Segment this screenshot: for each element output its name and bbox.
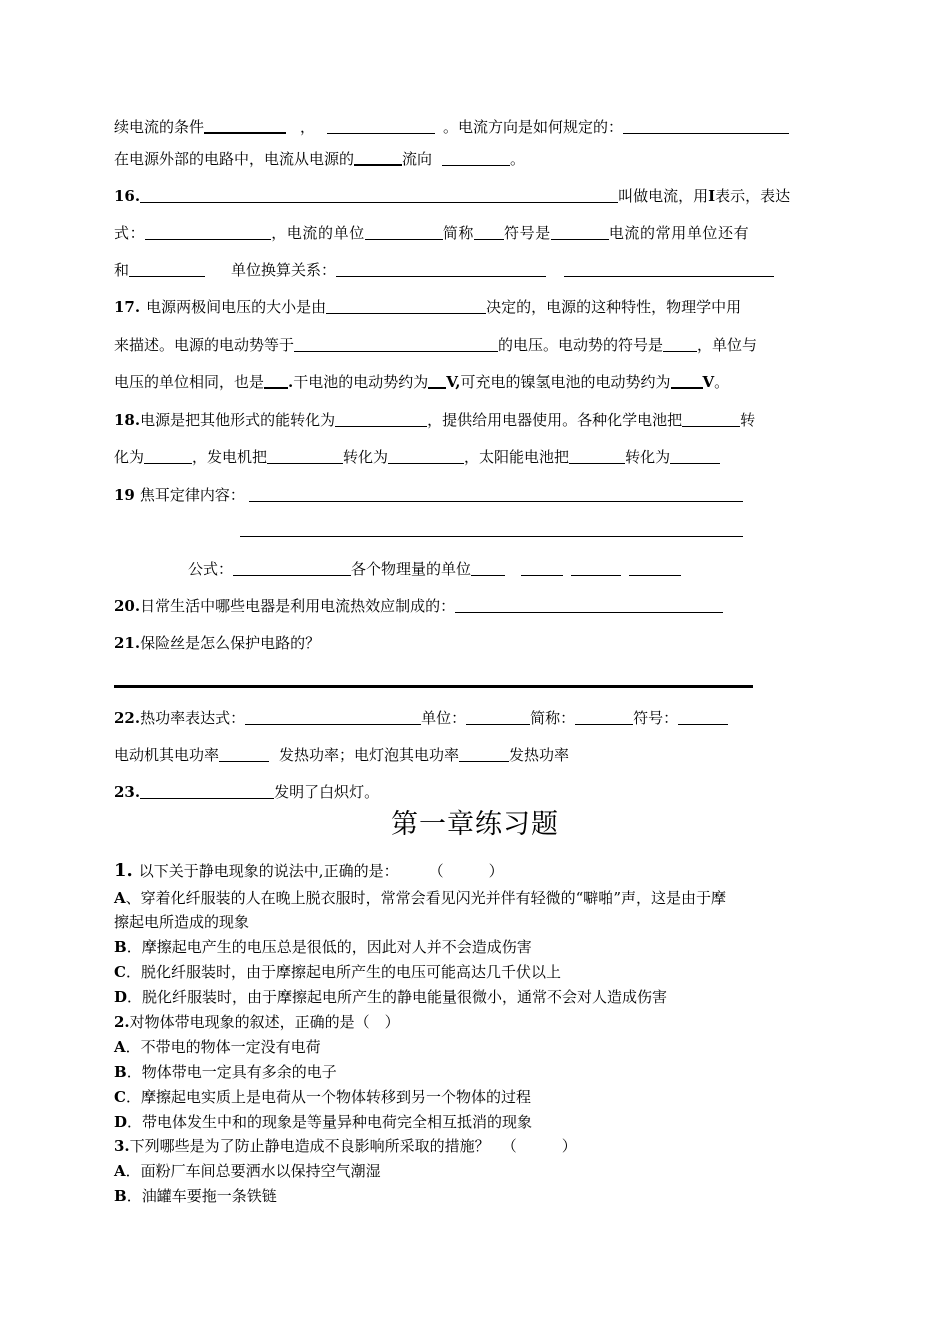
question-number: 22. — [114, 709, 141, 727]
text: 可充电的镍氢电池的电动势约为 — [460, 373, 671, 391]
text: 来描述。电源的电动势等于 — [114, 336, 295, 354]
blank[interactable] — [327, 119, 435, 134]
exercise-2-option-a[interactable] — [114, 1037, 321, 1057]
exercise-1-stem — [114, 861, 504, 881]
option-text: ．带电体发生中和的现象是等量异种电荷完全相互抵消的现象 — [127, 1113, 533, 1131]
option-text: ．不带电的物体一定没有电荷 — [125, 1038, 321, 1056]
line-current-unit — [114, 223, 749, 243]
text: 符号： — [633, 709, 679, 727]
text: 下列哪些是为了防止静电造成不良影响所采取的措施？ — [129, 1137, 490, 1155]
question-number: 20. — [114, 597, 141, 615]
option-text: ．摩擦起电实质上是电荷从一个物体转移到另一个物体的过程 — [125, 1088, 531, 1106]
text: 叫做电流，用 — [618, 187, 709, 205]
option-text: ．脱化纤服装时，由于摩擦起电所产生的静电能量很微小，通常不会对人造成伤害 — [127, 988, 668, 1006]
question-number: 1. — [114, 860, 133, 881]
blank[interactable] — [629, 561, 681, 576]
question-20 — [114, 596, 723, 616]
option-text: 、穿着化纤服装的人在晚上脱衣服时，常常会看见闪光并伴有轻微的“噼啪”声，这是由于摩 — [125, 889, 726, 907]
blank[interactable] — [459, 747, 509, 762]
text: 公式： — [188, 560, 234, 578]
question-22 — [114, 708, 728, 728]
blank[interactable] — [144, 449, 192, 464]
option-letter: B — [114, 1063, 127, 1081]
text: 保险丝是怎么保护电路的？ — [140, 634, 321, 652]
option-text: ．面粉厂车间总要洒水以保持空气潮湿 — [125, 1162, 381, 1180]
blank[interactable] — [682, 412, 740, 427]
exercise-3-option-b[interactable] — [114, 1186, 277, 1206]
blank[interactable] — [294, 337, 498, 352]
text: 发热功率 — [509, 746, 570, 764]
blank[interactable] — [428, 373, 446, 389]
blank[interactable] — [575, 710, 633, 725]
answer-paren[interactable]: （ ） — [428, 862, 504, 880]
exercise-2-option-c[interactable] — [114, 1087, 531, 1107]
question-18 — [114, 410, 755, 430]
exercise-1-option-c[interactable] — [114, 962, 561, 982]
line-battery-emf — [114, 372, 729, 392]
text: 电源两极间电压的大小是由 — [146, 298, 327, 316]
option-text: ．脱化纤服装时，由于摩擦起电所产生的电压可能高达几千伏以上 — [125, 963, 561, 981]
section-title: 第一章练习题 — [391, 809, 559, 840]
text: 焦耳定律内容： — [139, 486, 245, 504]
blank[interactable] — [671, 373, 703, 389]
exercise-2-option-d[interactable] — [114, 1112, 532, 1132]
line-current-direction — [114, 149, 525, 169]
exercise-3-option-a[interactable] — [114, 1161, 381, 1181]
option-letter: A — [114, 1162, 126, 1180]
text: 简称 — [442, 224, 475, 242]
exercise-2-stem — [114, 1012, 400, 1032]
text: 续电流的条件 — [114, 118, 205, 136]
line-formula — [188, 559, 681, 579]
blank[interactable] — [336, 262, 546, 277]
blank[interactable] — [140, 784, 274, 799]
text: 符号是 — [504, 224, 551, 242]
text: 各个物理量的单位 — [351, 560, 472, 578]
option-letter: C — [114, 963, 126, 981]
blank[interactable] — [670, 449, 720, 464]
text: 简称： — [530, 709, 576, 727]
text: 电动机其电功率 — [114, 746, 220, 764]
question-number: 16. — [114, 187, 141, 205]
option-text: ．物体带电一定具有多余的电子 — [126, 1063, 337, 1081]
blank[interactable] — [663, 337, 697, 352]
exercise-1-option-b[interactable] — [114, 937, 532, 957]
blank[interactable] — [678, 710, 728, 725]
option-letter: C — [114, 1088, 126, 1106]
text: 发热功率；电灯泡其电功率 — [279, 746, 460, 764]
question-number: 2. — [114, 1013, 130, 1031]
blank[interactable] — [233, 561, 351, 576]
blank[interactable] — [551, 225, 609, 240]
question-number: 18. — [114, 411, 141, 429]
symbol: I — [708, 187, 716, 205]
text: 式： — [114, 224, 146, 242]
text: 热功率表达式： — [140, 709, 246, 727]
blank[interactable] — [204, 118, 286, 134]
blank[interactable] — [569, 449, 625, 464]
text: 电压的单位相同，也是 — [114, 373, 265, 391]
text: 和 — [114, 261, 130, 279]
text: 转化为 — [625, 448, 671, 466]
blank[interactable] — [455, 598, 723, 613]
exercise-3-stem — [114, 1136, 577, 1156]
blank[interactable] — [466, 710, 530, 725]
exercise-1-option-d[interactable] — [114, 987, 667, 1007]
blank[interactable] — [474, 225, 504, 240]
text: 对物体带电现象的叙述，正确的是（ ） — [129, 1013, 400, 1031]
blank[interactable] — [249, 487, 743, 502]
text: ， — [300, 118, 316, 136]
text: 单位： — [421, 709, 467, 727]
unit: V, — [446, 373, 461, 391]
text: 转 — [740, 411, 756, 429]
blank[interactable] — [623, 119, 789, 134]
option-text: ．油罐车要拖一条铁链 — [126, 1187, 277, 1205]
option-letter: B — [114, 1187, 127, 1205]
line-current-condition — [114, 117, 789, 137]
option-text: ．摩擦起电产生的电压总是很低的，因此对人并不会造成伤害 — [126, 938, 532, 956]
text: 电流的常用单位还有 — [608, 224, 750, 242]
question-21 — [114, 633, 320, 653]
text: 。 — [714, 373, 730, 391]
blank[interactable] — [471, 561, 505, 576]
exercise-2-option-b[interactable] — [114, 1062, 337, 1082]
blank[interactable] — [521, 561, 563, 576]
text: 日常生活中哪些电器是利用电流热效应制成的： — [140, 597, 456, 615]
line-energy-conversion — [114, 447, 720, 467]
option-letter: D — [114, 988, 128, 1006]
blank[interactable] — [267, 449, 343, 464]
text: 发明了白炽灯。 — [274, 783, 380, 801]
blank[interactable] — [354, 150, 402, 166]
text: 在电源外部的电路中，电流从电源的 — [114, 150, 355, 168]
question-17 — [114, 297, 741, 317]
blank[interactable] — [264, 373, 288, 389]
answer-line[interactable] — [240, 536, 743, 537]
text: ，单位与 — [697, 336, 758, 354]
text: 干电池的电动势约为 — [293, 373, 429, 391]
text: 转化为 — [343, 448, 389, 466]
text: 以下关于静电现象的说法中,正确的是： — [138, 862, 399, 880]
text: 的电压。电动势的符号是 — [498, 336, 664, 354]
blank[interactable] — [442, 151, 510, 166]
question-number: 3. — [114, 1137, 130, 1155]
blank[interactable] — [571, 561, 621, 576]
blank[interactable] — [145, 225, 271, 240]
blank[interactable] — [129, 262, 205, 277]
text: . — [288, 373, 294, 391]
answer-paren[interactable]: （ ） — [501, 1137, 577, 1155]
text: 化为 — [114, 448, 145, 466]
text: 决定的，电源的这种特性，物理学中用 — [486, 298, 742, 316]
blank[interactable] — [326, 299, 486, 314]
option-letter: A — [114, 889, 126, 907]
text: 单位换算关系： — [231, 261, 337, 279]
text: ，太阳能电池把 — [464, 448, 570, 466]
blank[interactable] — [564, 262, 774, 277]
option-letter: B — [114, 938, 127, 956]
question-number: 23. — [114, 783, 141, 801]
question-number: 21. — [114, 634, 141, 652]
option-letter: A — [114, 1038, 126, 1056]
exercise-1-option-a-cont — [114, 912, 249, 932]
text: 电源是把其他形式的能转化为 — [140, 411, 336, 429]
line-power-compare — [114, 745, 569, 765]
blank[interactable] — [219, 747, 269, 762]
question-16 — [114, 186, 790, 206]
blank[interactable] — [245, 710, 421, 725]
option-text: 擦起电所造成的现象 — [114, 913, 250, 931]
text: 。 — [510, 150, 526, 168]
question-19 — [114, 485, 743, 505]
option-letter: D — [114, 1113, 128, 1131]
line-unit-conversion — [114, 260, 774, 280]
blank[interactable] — [388, 449, 464, 464]
question-23 — [114, 782, 379, 802]
line-emf — [114, 335, 757, 355]
text: 表示，表达 — [715, 187, 791, 205]
text: ，提供给用电器使用。各种化学电池把 — [427, 411, 683, 429]
answer-line[interactable] — [114, 685, 753, 688]
text: 流向 — [402, 150, 433, 168]
question-number: 17. — [114, 298, 141, 316]
text: ，电流的单位 — [271, 224, 365, 242]
blank[interactable] — [335, 412, 427, 427]
blank[interactable] — [365, 225, 443, 240]
text: ，发电机把 — [192, 448, 268, 466]
unit: V — [702, 373, 715, 391]
text: 。电流方向是如何规定的： — [443, 118, 624, 136]
exercise-1-option-a[interactable] — [114, 888, 726, 908]
question-number: 19 — [114, 486, 135, 504]
blank[interactable] — [140, 188, 618, 203]
